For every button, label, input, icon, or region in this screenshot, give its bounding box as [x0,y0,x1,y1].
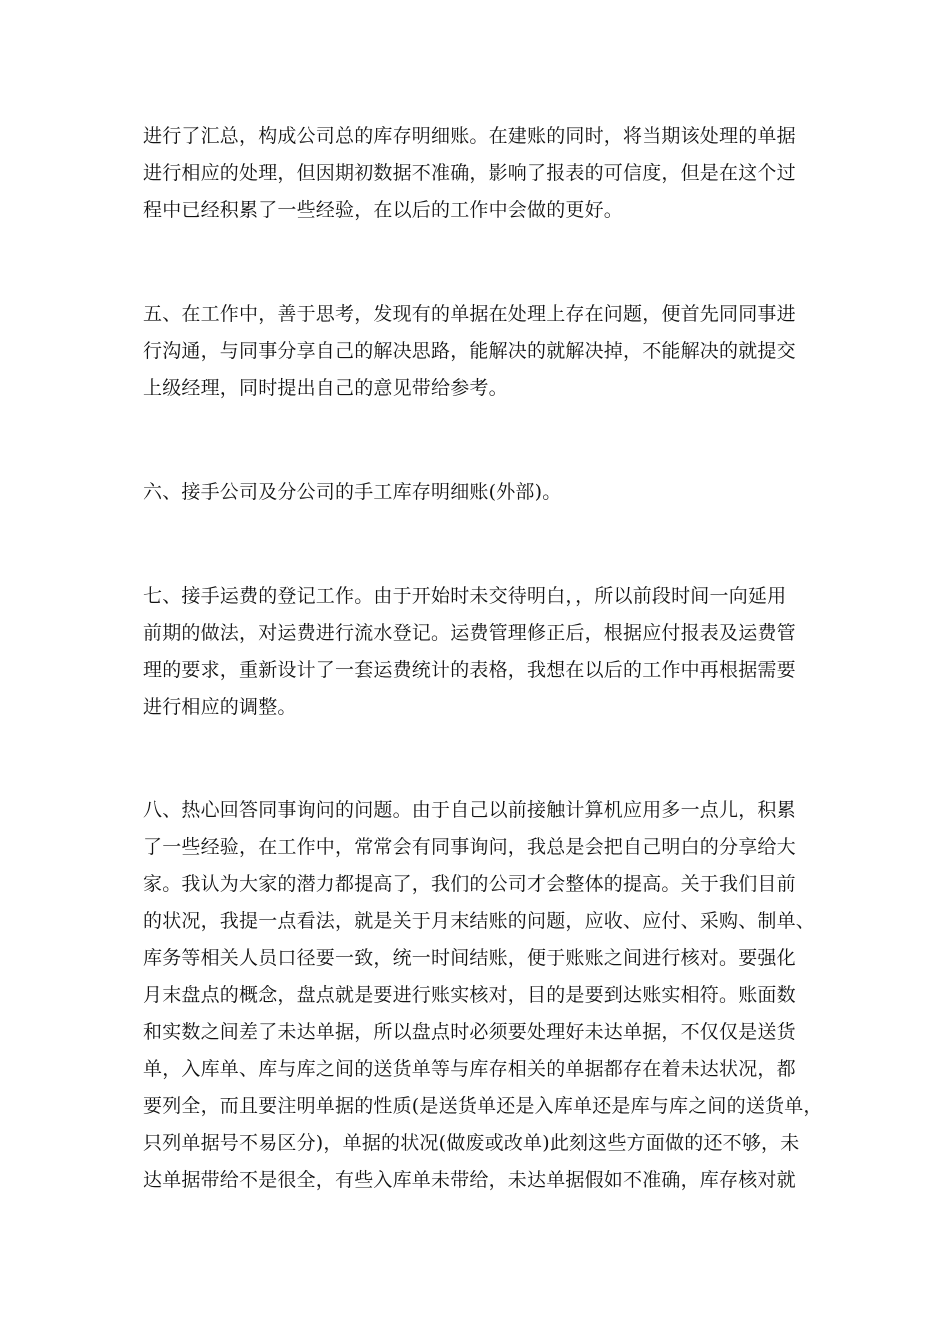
paragraph-item-six [143,474,823,511]
text-line: 上级经理，同时提出自己的意见带给参考。 [143,377,508,399]
text-line: 行沟通，与同事分享自己的解决思路，能解决的就解决掉，不能解决的就提交 [143,340,796,362]
text-line: 进行相应的调整。 [143,696,297,718]
paragraph-item-five [143,296,823,407]
paragraph-item-seven [143,578,823,726]
text-line: 库务等相关人员口径要一致，统一时间结账，便于账账之间进行核对。要强化 [143,947,796,969]
paragraph-inventory-summary [143,118,823,229]
text-line: 要列全，而且要注明单据的性质(是送货单还是入库单还是库与库之间的送货单， [143,1095,823,1117]
text-line: 进行了汇总，构成公司总的库存明细账。在建账的同时，将当期该处理的单据 [143,125,796,147]
text-line: 理的要求，重新设计了一套运费统计的表格，我想在以后的工作中再根据需要 [143,659,796,681]
text-line: 进行相应的处理，但因期初数据不准确，影响了报表的可信度，但是在这个过 [143,162,796,184]
text-line: 五、在工作中，善于思考，发现有的单据在处理上存在问题，便首先同同事进 [143,303,796,325]
paragraph-item-eight [143,792,823,1199]
text-line: 七、接手运费的登记工作。由于开始时未交待明白，，所以前段时间一向延用 [143,585,787,607]
text-line: 程中已经积累了一些经验，在以后的工作中会做的更好。 [143,199,624,221]
text-line: 只列单据号不易区分)，单据的状况(做废或改单)此刻这些方面做的还不够，未 [143,1132,800,1154]
text-line: 和实数之间差了未达单据，所以盘点时必须要处理好未达单据，不仅仅是送货 [143,1021,796,1043]
text-line: 单，入库单、库与库之间的送货单等与库存相关的单据都存在着未达状况，都 [143,1058,796,1080]
text-line: 六、接手公司及分公司的手工库存明细账(外部)。 [143,481,562,503]
text-line: 月末盘点的概念，盘点就是要进行账实核对，目的是要到达账实相符。账面数 [143,984,796,1006]
text-line: 了一些经验，在工作中，常常会有同事询问，我总是会把自己明白的分享给大 [143,836,796,858]
text-line: 达单据带给不是很全，有些入库单未带给，未达单据假如不准确，库存核对就 [143,1169,796,1191]
text-line: 家。我认为大家的潜力都提高了，我们的公司才会整体的提高。关于我们目前 [143,873,796,895]
text-line: 前期的做法，对运费进行流水登记。运费管理修正后，根据应付报表及运费管 [143,622,796,644]
text-line: 八、热心回答同事询问的问题。由于自己以前接触计算机应用多一点儿，积累 [143,799,796,821]
text-line: 的状况，我提一点看法，就是关于月末结账的问题，应收、应付、采购、制单、 [143,910,816,932]
